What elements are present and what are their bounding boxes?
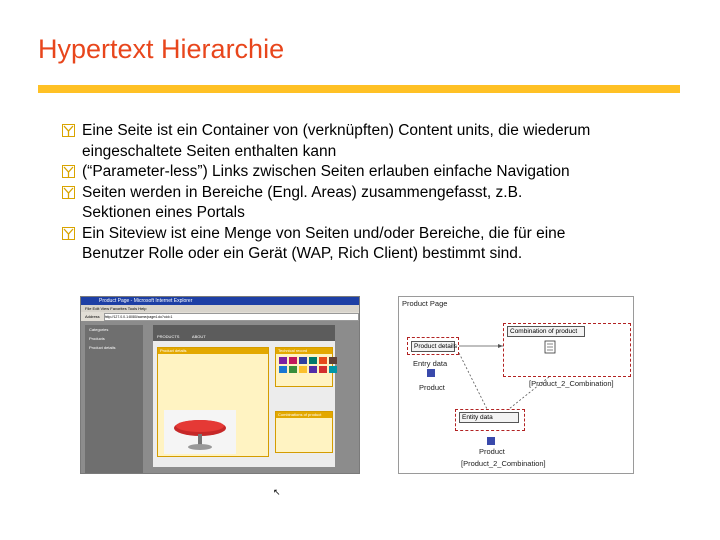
color-swatch: [309, 366, 317, 373]
color-swatch: [319, 357, 327, 364]
bullet-line: Benutzer Rolle oder ein Gerät (WAP, Rich Client) bestimmt sind.: [82, 245, 523, 262]
nav-item: Categories: [89, 327, 109, 332]
color-swatch: [299, 357, 307, 364]
address-label: Address: [85, 314, 100, 319]
bullet-line: Eine Seite ist ein Container von (verknüpften) Content units, die wiederum: [82, 122, 591, 139]
entry-label: Entry data: [413, 359, 448, 368]
browser-address-bar: [81, 312, 359, 321]
color-swatch: [329, 357, 337, 364]
bullet-list: [62, 121, 692, 265]
bullet-line: Ein Siteview ist eine Menge von Seiten und/oder Bereiche, die für eine: [82, 224, 566, 242]
color-swatch: [289, 357, 297, 364]
checkbox-bullet-icon: [62, 124, 75, 137]
browser-title: Product Page - Microsoft Internet Explorer: [99, 298, 193, 304]
technical-record-box: [275, 347, 333, 387]
nav-item: Product details: [89, 345, 116, 350]
title-underline: [38, 85, 680, 93]
box-header: Product details: [158, 348, 268, 354]
color-swatch: [329, 366, 337, 373]
entity-area-ref: [Product_2_Combination]: [461, 459, 546, 468]
bullet-item: [62, 183, 692, 224]
color-swatches: [276, 354, 332, 376]
product-image: [164, 410, 236, 454]
browser-tabs: [153, 325, 335, 341]
entity-area-unit: Entity data: [459, 412, 519, 423]
combinations-box: [275, 411, 333, 453]
combination-ref-label: [Product_2_Combination]: [529, 379, 614, 388]
browser-menubar: File Edit View Favorites Tools Help: [81, 305, 359, 312]
nav-item: Products: [89, 336, 105, 341]
webml-diagram: [398, 296, 634, 474]
bullet-item: [62, 224, 692, 265]
bullet-item: [62, 162, 692, 183]
browser-screenshot: [80, 296, 360, 497]
slide-title: Hypertext Hierarchie: [38, 34, 285, 64]
address-field: http://127.0.0.1:8080/acme/page4.do?oid=1: [104, 313, 359, 321]
combination-unit: Combination of product: [507, 326, 585, 337]
color-swatch: [279, 366, 287, 373]
product-details-unit: Product details: [411, 341, 455, 352]
bullet-line: Seiten werden in Bereiche (Engl. Areas) zusammengefasst, z.B.: [82, 183, 523, 201]
entity-area-sub: Product: [479, 447, 505, 456]
color-swatch: [319, 366, 327, 373]
box-header: Technical record: [276, 348, 332, 354]
color-swatch: [299, 366, 307, 373]
checkbox-bullet-icon: [62, 227, 75, 240]
diagram-connectors: [399, 297, 635, 475]
browser-tab: PRODUCTS: [157, 334, 180, 339]
browser-nav: [85, 325, 143, 473]
color-swatch: [279, 357, 287, 364]
browser-titlebar: [81, 297, 359, 305]
checkbox-bullet-icon: [62, 186, 75, 199]
bullet-line: eingeschaltete Seiten enthalten kann: [82, 142, 337, 160]
bullet-line: Sektionen eines Portals: [82, 204, 245, 221]
browser-content: [81, 321, 359, 497]
browser-tab: ABOUT: [191, 334, 206, 339]
color-swatch: [289, 366, 297, 373]
browser-page: [153, 341, 335, 497]
bullet-item: [62, 121, 692, 162]
checkbox-bullet-icon: [62, 165, 75, 178]
mouse-cursor-icon: ↖: [273, 487, 281, 497]
entry-sub-label: Product: [419, 383, 445, 392]
diagram-page-label: Product Page: [402, 299, 448, 308]
bullet-line: (“Parameter-less”) Links zwischen Seiten erlauben einfache Navigation: [82, 163, 570, 180]
box-header: Combinations of product: [276, 412, 332, 418]
product-details-box: [157, 347, 269, 457]
color-swatch: [309, 357, 317, 364]
